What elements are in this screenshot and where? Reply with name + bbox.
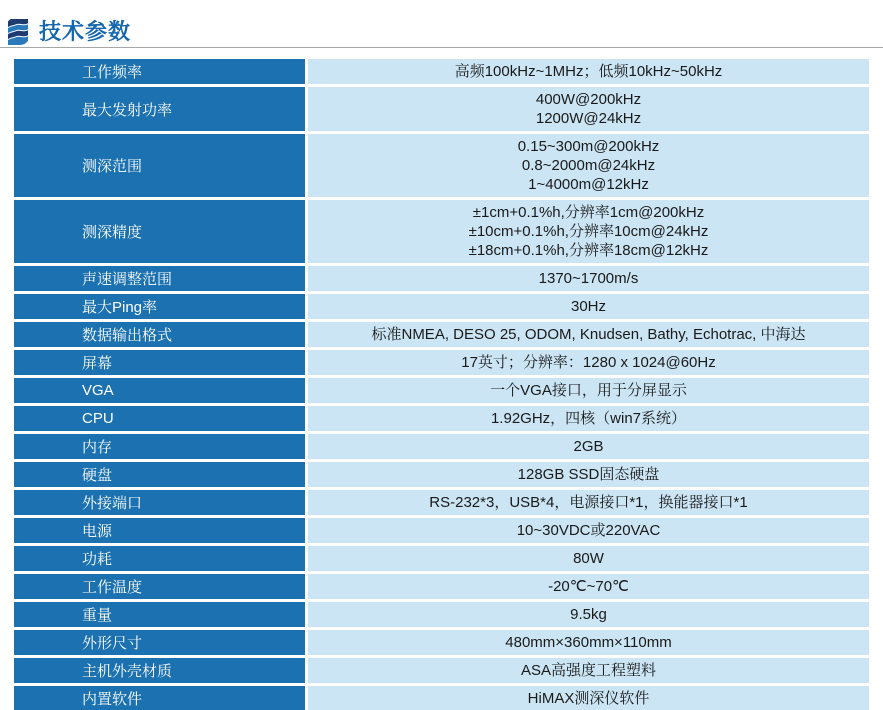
spec-value xyxy=(308,434,869,459)
spec-value-line: 9.5kg xyxy=(570,606,607,623)
spec-value-line: 0.8~2000m@24kHz xyxy=(521,157,656,174)
table-row xyxy=(14,462,869,487)
spec-value-line: 1~4000m@12kHz xyxy=(528,176,649,193)
waves-icon xyxy=(8,19,28,45)
spec-label: 电源 xyxy=(14,518,305,543)
page-title: 技术参数 xyxy=(39,19,132,44)
spec-label: 数据输出格式 xyxy=(14,322,305,347)
spec-value xyxy=(308,546,869,571)
spec-label: 声速调整范围 xyxy=(14,266,305,291)
spec-value xyxy=(308,574,869,599)
spec-value-line: 高频100kHz~1MHz；低频10kHz~50kHz xyxy=(454,63,723,80)
spec-label: 硬盘 xyxy=(14,462,305,487)
table-row xyxy=(14,266,869,291)
table-row xyxy=(14,406,869,431)
table-row xyxy=(14,350,869,375)
spec-label: 内存 xyxy=(14,434,305,459)
spec-value-line: ±10cm+0.1%h,分辨率10cm@24kHz xyxy=(468,223,709,240)
table-row xyxy=(14,518,869,543)
spec-value-line: 一个VGA接口，用于分屏显示 xyxy=(490,382,687,399)
spec-table xyxy=(14,59,869,710)
table-row xyxy=(14,686,869,710)
table-row xyxy=(14,200,869,263)
table-row xyxy=(14,134,869,197)
spec-value xyxy=(308,350,869,375)
spec-value-line: 480mm×360mm×110mm xyxy=(505,634,672,651)
table-row xyxy=(14,602,869,627)
table-row xyxy=(14,378,869,403)
spec-label: 主机外壳材质 xyxy=(14,658,305,683)
spec-value-line: RS-232*3，USB*4，电源接口*1，换能器接口*1 xyxy=(429,494,748,511)
spec-label: 外接端口 xyxy=(14,490,305,515)
spec-value-line: HiMAX测深仪软件 xyxy=(527,690,650,707)
spec-value-line: 10~30VDC或220VAC xyxy=(516,522,661,539)
spec-label: 外形尺寸 xyxy=(14,630,305,655)
table-row xyxy=(14,490,869,515)
spec-value xyxy=(308,490,869,515)
table-row xyxy=(14,322,869,347)
spec-value-line: ±1cm+0.1%h,分辨率1cm@200kHz xyxy=(472,204,705,221)
spec-label: 工作温度 xyxy=(14,574,305,599)
spec-value-line: 1370~1700m/s xyxy=(538,270,639,287)
spec-value xyxy=(308,378,869,403)
spec-label: 测深精度 xyxy=(14,200,305,263)
spec-label: 最大发射功率 xyxy=(14,87,305,131)
spec-value xyxy=(308,200,869,263)
spec-label: 测深范围 xyxy=(14,134,305,197)
spec-label: 内置软件 xyxy=(14,686,305,710)
spec-value xyxy=(308,686,869,710)
spec-value xyxy=(308,294,869,319)
spec-value-line: 1.92GHz，四核（win7系统） xyxy=(490,410,687,427)
spec-value xyxy=(308,602,869,627)
spec-value-line: 128GB SSD固态硬盘 xyxy=(517,466,660,483)
spec-label: 最大Ping率 xyxy=(14,294,305,319)
spec-value xyxy=(308,322,869,347)
table-row xyxy=(14,87,869,131)
spec-label: 重量 xyxy=(14,602,305,627)
spec-value xyxy=(308,266,869,291)
table-row xyxy=(14,294,869,319)
spec-label: 屏幕 xyxy=(14,350,305,375)
table-row xyxy=(14,658,869,683)
spec-value-line: 30Hz xyxy=(570,298,607,315)
spec-value xyxy=(308,87,869,131)
spec-value-line: ASA高强度工程塑料 xyxy=(520,662,656,679)
spec-value-line: ±18cm+0.1%h,分辨率18cm@12kHz xyxy=(468,242,709,259)
spec-value-line: 1200W@24kHz xyxy=(535,110,642,127)
spec-value xyxy=(308,406,869,431)
spec-value-line: 17英寸；分辨率：1280 x 1024@60Hz xyxy=(461,354,716,371)
spec-value-line: 标准NMEA, DESO 25, ODOM, Knudsen, Bathy, Echotrac, 中海达 xyxy=(371,326,806,343)
spec-value xyxy=(308,59,869,84)
spec-label: 功耗 xyxy=(14,546,305,571)
spec-value-line: 80W xyxy=(573,550,604,567)
spec-label: 工作频率 xyxy=(14,59,305,84)
section-header xyxy=(0,0,883,47)
spec-value-line: 0.15~300m@200kHz xyxy=(517,138,660,155)
spec-value xyxy=(308,518,869,543)
header-divider xyxy=(0,47,883,48)
spec-value-line: 2GB xyxy=(573,438,604,455)
spec-value xyxy=(308,134,869,197)
spec-value-line: 400W@200kHz xyxy=(535,91,642,108)
table-row xyxy=(14,434,869,459)
spec-value-line: -20℃~70℃ xyxy=(548,578,629,595)
table-row xyxy=(14,574,869,599)
spec-value xyxy=(308,658,869,683)
table-row xyxy=(14,59,869,84)
spec-value xyxy=(308,462,869,487)
table-row xyxy=(14,546,869,571)
spec-value xyxy=(308,630,869,655)
spec-label: VGA xyxy=(14,378,305,403)
spec-label: CPU xyxy=(14,406,305,431)
table-row xyxy=(14,630,869,655)
